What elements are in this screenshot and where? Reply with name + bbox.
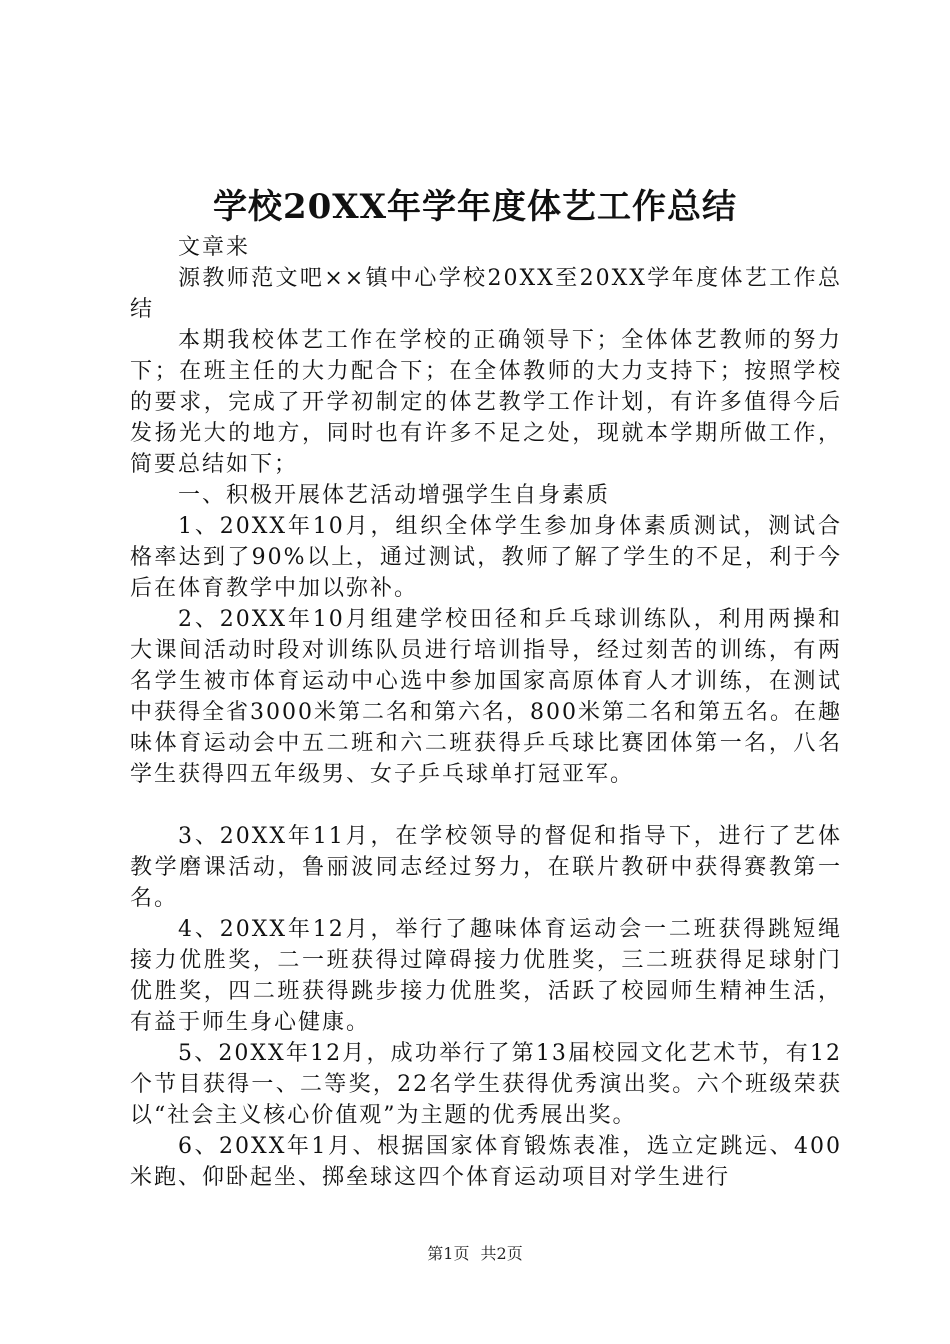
document-body bbox=[130, 232, 842, 1193]
paragraph-item-4: 4、20XX年12月，举行了趣味体育运动会一二班获得跳短绳接力优胜奖，二一班获得过障碍接力优胜奖，三二班获得足球射门优胜奖，四二班获得跳步接力优胜奖，活跃了校园师生精神生活，有益于师生身心健康。 bbox=[130, 917, 842, 1035]
paragraph-intro: 本期我校体艺工作在学校的正确领导下；全体体艺教师的努力下；在班主任的大力配合下；在全体教师的大力支持下；按照学校的要求，完成了开学初制定的体艺教学工作计划，有许多值得今后发扬光大的地方，同时也有许多不足之处，现就本学期所做工作，简要总结如下； bbox=[130, 328, 842, 477]
section-heading: 一、积极开展体艺活动增强学生自身素质 bbox=[178, 483, 611, 508]
paragraph-item-2: 2、20XX年10月组建学校田径和乒乓球训练队，利用两操和大课间活动时段对训练队员进行培训指导，经过刻苦的训练，有两名学生被市体育运动中心选中参加国家高原体育人才训练，在测试中获得全省3000米第二名和第六名，800米第二名和第五名。在趣味体育运动会中五二班和六二班获得乒乓球比赛团体第一名，八名学生获得四五年级男、女子乒乓球单打冠亚军。 bbox=[130, 607, 842, 787]
page-total: 共2页 bbox=[480, 1244, 523, 1263]
paragraph-item-5: 5、20XX年12月，成功举行了第13届校园文化艺术节，有12个节目获得一、二等奖，22名学生获得优秀演出奖。六个班级荣获以“社会主义核心价值观”为主题的优秀展出奖。 bbox=[130, 1041, 842, 1128]
paragraph-item-6: 6、20XX年1月、根据国家体育锻炼表准，选立定跳远、400米跑、仰卧起坐、掷垒球这四个体育运动项目对学生进行 bbox=[130, 1134, 842, 1190]
document-title: 学校20XX年学年度体艺工作总结 bbox=[212, 187, 738, 227]
page-footer bbox=[0, 1244, 950, 1264]
paragraph-source-title: 源教师范文吧××镇中心学校20XX至20XX学年度体艺工作总结 bbox=[130, 266, 842, 322]
paragraph-item-1: 1、20XX年10月，组织全体学生参加身体素质测试，测试合格率达到了90%以上，通过测试，教师了解了学生的不足，利于今后在体育教学中加以弥补。 bbox=[130, 514, 842, 601]
page-number: 第1页 bbox=[427, 1244, 470, 1263]
paragraph-item-3: 3、20XX年11月，在学校领导的督促和指导下，进行了艺体教学磨课活动，鲁丽波同志经过努力，在联片教研中获得赛教第一名。 bbox=[130, 824, 842, 911]
paragraph-source-line: 文章来 bbox=[178, 235, 251, 260]
